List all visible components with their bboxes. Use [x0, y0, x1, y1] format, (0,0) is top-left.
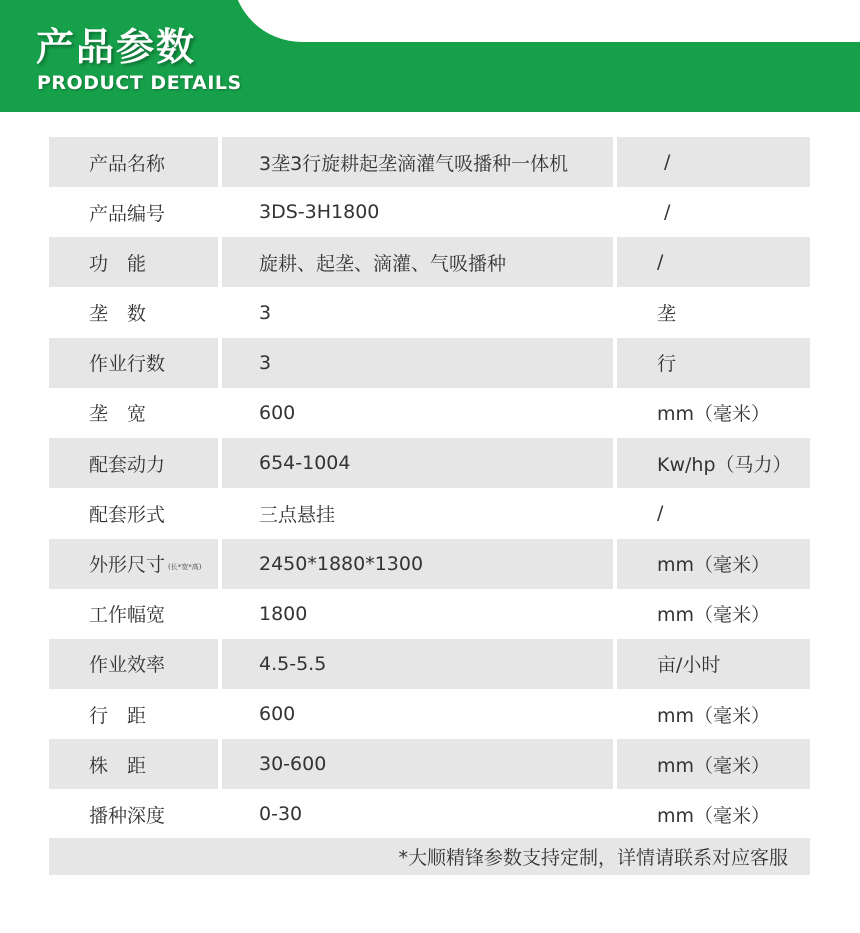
spec-label: 作业效率 [49, 639, 218, 689]
spec-value: 3 [222, 338, 613, 388]
spec-label: 工作幅宽 [89, 604, 166, 627]
table-row [49, 789, 810, 839]
spec-unit: / [617, 137, 810, 187]
table-row [49, 639, 810, 689]
banner-notch [232, 0, 860, 42]
table-row [49, 288, 810, 338]
spec-label: 产品编号 [89, 202, 166, 225]
spec-value: 654-1004 [222, 438, 613, 488]
spec-value: 3垄3行旋耕起垄滴灌气吸播种一体机 [222, 137, 613, 187]
spec-value: 2450*1880*1300 [222, 539, 613, 589]
spec-label: 配套形式 [89, 503, 166, 526]
spec-value: 30-600 [222, 739, 613, 789]
customization-note: *大顺精锋参数支持定制，详情请联系对应客服 [49, 838, 810, 875]
spec-unit: / [657, 502, 664, 525]
table-row [49, 438, 810, 488]
spec-unit: mm（毫米） [617, 739, 810, 789]
spec-label-text: 外形尺寸 [89, 554, 166, 576]
spec-value: 三点悬挂 [259, 503, 336, 526]
spec-label: 作业行数 [49, 338, 218, 388]
table-row [49, 739, 810, 789]
page-title: 产品参数 [36, 25, 197, 69]
table-row [49, 589, 810, 639]
spec-value: 旋耕、起垄、滴灌、气吸播种 [222, 237, 613, 287]
spec-label: 产品名称 [49, 137, 218, 187]
table-row [49, 539, 810, 589]
spec-value: 1800 [259, 602, 308, 625]
spec-label: 行 距 [89, 704, 147, 727]
spec-unit: 垄 [657, 303, 677, 326]
spec-label: 功 能 [49, 237, 218, 287]
spec-label: 株 距 [49, 739, 218, 789]
spec-value: 0-30 [259, 803, 303, 826]
spec-table [49, 137, 810, 840]
spec-value: 3DS-3H1800 [259, 201, 380, 224]
spec-label: 垄 数 [89, 303, 147, 326]
spec-label: 垄 宽 [89, 403, 147, 426]
spec-unit: mm（毫米） [657, 403, 771, 426]
table-row [49, 689, 810, 739]
spec-unit: mm（毫米） [657, 604, 771, 627]
spec-value: 600 [259, 401, 296, 424]
spec-unit: Kw/hp（马力） [617, 438, 810, 488]
table-row [49, 338, 810, 388]
spec-label [49, 539, 218, 589]
spec-label-note: (长*宽*高) [168, 562, 202, 571]
table-row [49, 488, 810, 538]
spec-unit: / [617, 237, 810, 287]
spec-label: 配套动力 [49, 438, 218, 488]
spec-unit: 行 [617, 338, 810, 388]
spec-unit: mm（毫米） [617, 539, 810, 589]
spec-unit: 亩/小时 [617, 639, 810, 689]
spec-label: 播种深度 [89, 804, 166, 827]
header-banner [0, 0, 860, 112]
spec-value: 3 [259, 301, 272, 324]
page-subtitle: PRODUCT DETAILS [37, 72, 242, 94]
table-row [49, 388, 810, 438]
table-row [49, 187, 810, 237]
spec-unit: mm（毫米） [657, 704, 771, 727]
table-row [49, 137, 810, 187]
spec-value: 600 [259, 703, 296, 726]
spec-unit: / [664, 201, 671, 224]
table-row [49, 237, 810, 287]
spec-value: 4.5-5.5 [222, 639, 613, 689]
spec-unit: mm（毫米） [657, 804, 771, 827]
